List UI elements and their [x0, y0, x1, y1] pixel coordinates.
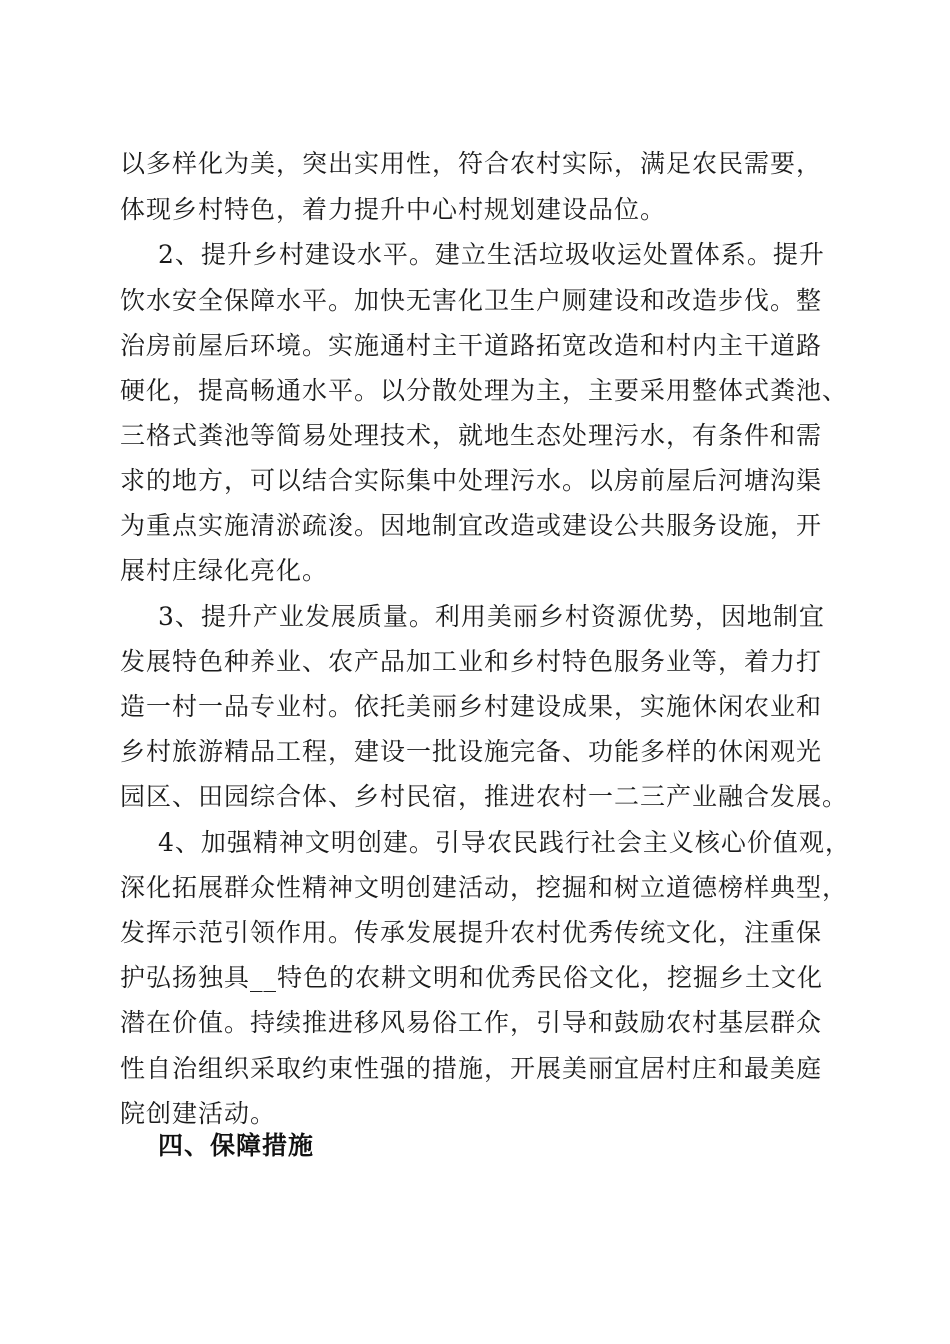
text-line: 求的地方，可以结合实际集中处理污水。以房前屋后河塘沟渠 — [120, 466, 823, 495]
text-line: 发挥示范引领作用。传承发展提升农村优秀传统文化，注重保 — [120, 918, 823, 947]
text-line: 三格式粪池等简易处理技术，就地生态处理污水，有条件和需 — [120, 421, 823, 450]
text-line: 护弘扬独具__特色的农耕文明和优秀民俗文化，挖掘乡土文化 — [120, 963, 824, 992]
text-line: 性自治组织采取约束性强的措施，开展美丽宜居村庄和最美庭 — [120, 1054, 823, 1083]
text-line: 潜在价值。持续推进移风易俗工作，引导和鼓励农村基层群众 — [120, 1008, 823, 1037]
text-line: 以多样化为美，突出实用性，符合农村实际，满足农民需要， — [120, 149, 823, 178]
text-line: 园区、田园综合体、乡村民宿，推进农村一二三产业融合发展。 — [120, 782, 849, 811]
text-line: 深化拓展群众性精神文明创建活动，挖掘和树立道德榜样典型， — [120, 873, 849, 902]
section-heading: 四、保障措施 — [158, 1131, 315, 1160]
text-line: 治房前屋后环境。实施通村主干道路拓宽改造和村内主干道路 — [120, 331, 823, 360]
text-line: 乡村旅游精品工程，建设一批设施完备、功能多样的休闲观光 — [120, 737, 823, 766]
text-line: 硬化，提高畅通水平。以分散处理为主，主要采用整体式粪池、 — [120, 376, 849, 405]
text-line: 饮水安全保障水平。加快无害化卫生户厕建设和改造步伐。整 — [120, 286, 823, 315]
text-line: 为重点实施清淤疏浚。因地制宜改造或建设公共服务设施，开 — [120, 511, 823, 540]
text-line: 发展特色种养业、农产品加工业和乡村特色服务业等，着力打 — [120, 647, 823, 676]
text-line: 展村庄绿化亮化。 — [120, 556, 329, 585]
paragraph-start-line: 2、提升乡村建设水平。建立生活垃圾收运处置体系。提升 — [158, 240, 825, 269]
paragraph-start-line: 4、加强精神文明创建。引导农民践行社会主义核心价值观， — [158, 828, 851, 857]
text-line: 造一村一品专业村。依托美丽乡村建设成果，实施休闲农业和 — [120, 692, 823, 721]
text-line: 院创建活动。 — [120, 1099, 277, 1128]
text-line: 体现乡村特色，着力提升中心村规划建设品位。 — [120, 195, 667, 224]
paragraph-start-line: 3、提升产业发展质量。利用美丽乡村资源优势，因地制宜 — [158, 602, 825, 631]
